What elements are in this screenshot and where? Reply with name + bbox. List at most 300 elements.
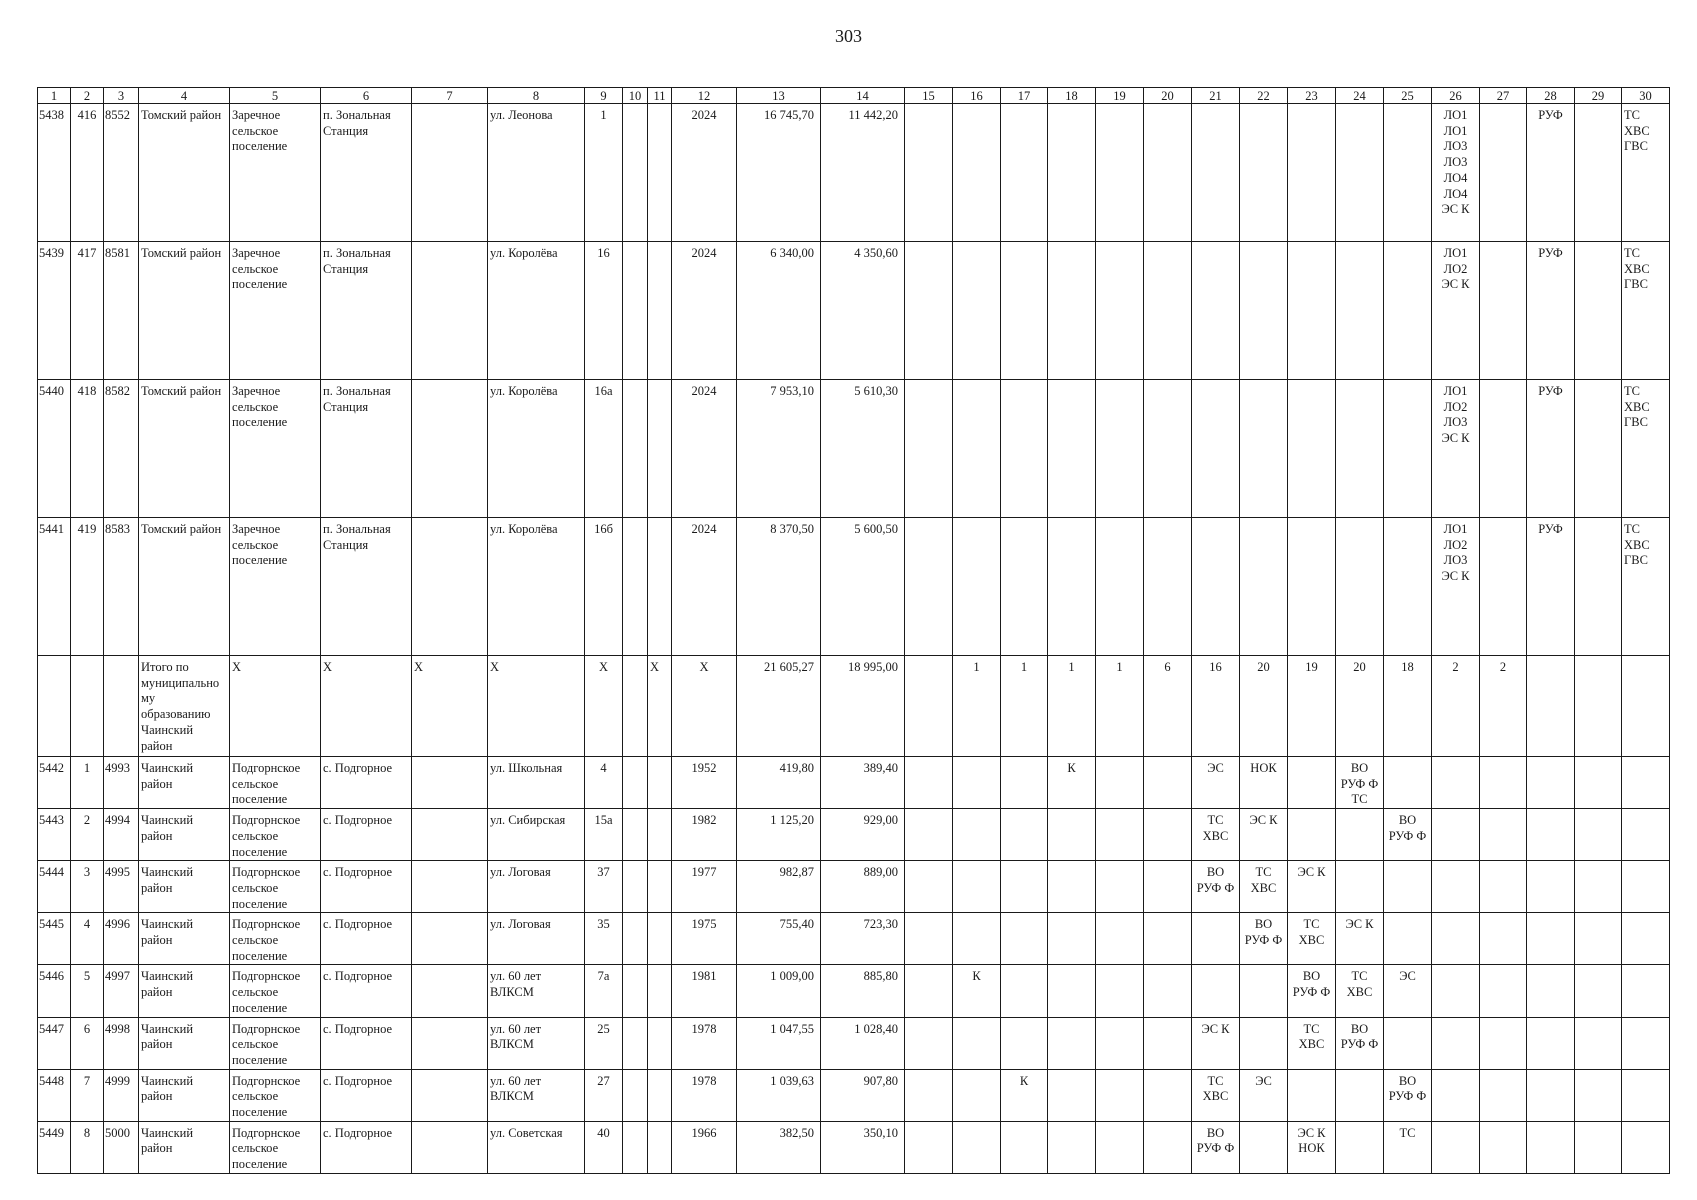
table-cell: Подгорнское сельское поселение — [230, 1069, 321, 1121]
table-cell — [648, 380, 672, 518]
table-cell: 5439 — [38, 242, 71, 380]
table-cell — [1575, 1017, 1622, 1069]
table-cell: ЭС К — [1240, 809, 1288, 861]
table-cell: Чаинский район — [139, 861, 230, 913]
table-cell — [623, 380, 648, 518]
table-cell — [953, 1121, 1001, 1173]
table-cell — [1096, 965, 1144, 1017]
table-cell: 982,87 — [737, 861, 821, 913]
table-cell: 4993 — [104, 757, 139, 809]
table-cell: 5445 — [38, 913, 71, 965]
table-cell — [905, 965, 953, 1017]
table-cell — [648, 104, 672, 242]
table-cell: РУФ — [1527, 518, 1575, 656]
table-cell: ВО РУФ Ф — [1192, 861, 1240, 913]
table-cell: 16 — [1192, 656, 1240, 757]
table-cell — [1048, 913, 1096, 965]
table-cell — [1480, 518, 1527, 656]
table-cell — [1575, 913, 1622, 965]
table-cell — [1096, 1069, 1144, 1121]
table-cell — [953, 913, 1001, 965]
column-header: 30 — [1622, 88, 1670, 104]
table-cell: ВО РУФ Ф ТС — [1336, 757, 1384, 809]
table-cell — [648, 1017, 672, 1069]
table-cell — [1575, 380, 1622, 518]
table-cell — [623, 518, 648, 656]
column-header: 24 — [1336, 88, 1384, 104]
table-cell — [1096, 1017, 1144, 1069]
table-cell — [905, 656, 953, 757]
table-row — [38, 242, 1670, 380]
table-cell: 18 995,00 — [821, 656, 905, 757]
table-cell — [1527, 861, 1575, 913]
table-cell — [1192, 104, 1240, 242]
table-row — [38, 518, 1670, 656]
table-cell: 723,30 — [821, 913, 905, 965]
table-cell: ул. Советская — [488, 1121, 585, 1173]
table-cell — [1480, 1069, 1527, 1121]
table-cell: 8582 — [104, 380, 139, 518]
table-cell — [1001, 380, 1048, 518]
column-header: 19 — [1096, 88, 1144, 104]
table-cell: 4998 — [104, 1017, 139, 1069]
table-cell — [905, 1069, 953, 1121]
table-cell: Томский район — [139, 242, 230, 380]
table-cell — [1144, 380, 1192, 518]
table-cell — [1432, 965, 1480, 1017]
table-cell — [1144, 1069, 1192, 1121]
table-cell: 1 047,55 — [737, 1017, 821, 1069]
table-cell: ЭС К — [1288, 861, 1336, 913]
table-cell: 16а — [585, 380, 623, 518]
table-cell: 1 028,40 — [821, 1017, 905, 1069]
table-cell: 5441 — [38, 518, 71, 656]
table-cell — [1622, 913, 1670, 965]
table-cell: с. Подгорное — [321, 965, 412, 1017]
column-header: 6 — [321, 88, 412, 104]
table-cell — [1622, 861, 1670, 913]
table-cell: ул. Королёва — [488, 518, 585, 656]
column-header: 5 — [230, 88, 321, 104]
table-cell — [1622, 965, 1670, 1017]
table-cell — [1001, 104, 1048, 242]
table-cell: ул. Школьная — [488, 757, 585, 809]
table-cell: ул. Сибирская — [488, 809, 585, 861]
table-cell: 5442 — [38, 757, 71, 809]
table-cell — [1384, 104, 1432, 242]
table-cell — [1527, 1121, 1575, 1173]
table-cell — [1240, 518, 1288, 656]
table-cell: ул. Логовая — [488, 861, 585, 913]
table-cell — [648, 242, 672, 380]
table-cell: 416 — [71, 104, 104, 242]
table-cell — [1384, 757, 1432, 809]
table-cell: Чаинский район — [139, 809, 230, 861]
column-header: 9 — [585, 88, 623, 104]
table-cell — [1480, 809, 1527, 861]
table-cell — [623, 1121, 648, 1173]
table-cell — [412, 518, 488, 656]
table-cell — [648, 757, 672, 809]
table-cell: ул. 60 лет ВЛКСМ — [488, 1017, 585, 1069]
table-cell — [412, 861, 488, 913]
table-cell: 5447 — [38, 1017, 71, 1069]
table-cell: X — [412, 656, 488, 757]
table-cell: ЛО1 ЛО2 ЛО3 ЭС К — [1432, 518, 1480, 656]
table-cell: п. Зональная Станция — [321, 380, 412, 518]
column-header: 11 — [648, 88, 672, 104]
table-cell — [623, 1017, 648, 1069]
table-cell — [1288, 380, 1336, 518]
table-cell — [1048, 1121, 1096, 1173]
table-cell — [1384, 242, 1432, 380]
table-cell: с. Подгорное — [321, 1017, 412, 1069]
table-cell — [1048, 809, 1096, 861]
table-cell — [1432, 1017, 1480, 1069]
table-cell: 1 — [1096, 656, 1144, 757]
table-cell — [953, 757, 1001, 809]
table-cell — [1001, 1017, 1048, 1069]
table-cell: ТС ХВС ГВС — [1622, 518, 1670, 656]
column-header: 2 — [71, 88, 104, 104]
table-cell — [1432, 757, 1480, 809]
table-cell: 1978 — [672, 1069, 737, 1121]
table-cell: ВО РУФ Ф — [1192, 1121, 1240, 1173]
table-cell — [38, 656, 71, 757]
table-cell — [1144, 242, 1192, 380]
table-cell: 25 — [585, 1017, 623, 1069]
table-cell: 27 — [585, 1069, 623, 1121]
table-cell — [1527, 913, 1575, 965]
table-cell: ЛО1 ЛО2 ЭС К — [1432, 242, 1480, 380]
table-cell — [1336, 809, 1384, 861]
table-cell: Подгорнское сельское поселение — [230, 861, 321, 913]
table-cell: 5000 — [104, 1121, 139, 1173]
table-cell — [623, 861, 648, 913]
table-cell: 419 — [71, 518, 104, 656]
table-cell — [1480, 1121, 1527, 1173]
table-cell: 4 — [585, 757, 623, 809]
table-cell: Чаинский район — [139, 757, 230, 809]
table-cell: 7а — [585, 965, 623, 1017]
column-header: 10 — [623, 88, 648, 104]
table-cell — [1048, 861, 1096, 913]
table-cell: 4995 — [104, 861, 139, 913]
table-cell — [648, 861, 672, 913]
table-cell — [1096, 913, 1144, 965]
table-cell — [1001, 913, 1048, 965]
table-cell — [623, 965, 648, 1017]
table-cell — [905, 518, 953, 656]
table-cell: 4 — [71, 913, 104, 965]
table-cell: 2024 — [672, 242, 737, 380]
column-header: 22 — [1240, 88, 1288, 104]
table-cell: 382,50 — [737, 1121, 821, 1173]
table-cell: ЛО1 ЛО1 ЛО3 ЛО3 ЛО4 ЛО4 ЭС К — [1432, 104, 1480, 242]
table-cell: 5 — [71, 965, 104, 1017]
table-cell: 40 — [585, 1121, 623, 1173]
table-cell — [1144, 965, 1192, 1017]
table-cell: Чаинский район — [139, 1069, 230, 1121]
table-row — [38, 757, 1670, 809]
table-cell: ТС ХВС — [1192, 809, 1240, 861]
table-cell — [1096, 861, 1144, 913]
table-cell: 8581 — [104, 242, 139, 380]
column-header: 7 — [412, 88, 488, 104]
table-cell — [1527, 656, 1575, 757]
table-cell — [1575, 757, 1622, 809]
table-cell: п. Зональная Станция — [321, 242, 412, 380]
table-cell: 419,80 — [737, 757, 821, 809]
table-cell — [1575, 1121, 1622, 1173]
table-cell — [1240, 1121, 1288, 1173]
table-cell: Подгорнское сельское поселение — [230, 1121, 321, 1173]
table-cell — [953, 1069, 1001, 1121]
table-cell: К — [1001, 1069, 1048, 1121]
table-cell: ВО РУФ Ф — [1336, 1017, 1384, 1069]
table-cell — [1096, 757, 1144, 809]
table-cell — [623, 757, 648, 809]
table-cell: 11 442,20 — [821, 104, 905, 242]
table-cell: 5444 — [38, 861, 71, 913]
table-cell: 8552 — [104, 104, 139, 242]
table-cell: ул. Королёва — [488, 242, 585, 380]
table-cell: 6 — [71, 1017, 104, 1069]
table-cell — [1527, 1069, 1575, 1121]
table-cell — [1096, 518, 1144, 656]
table-cell: ТС ХВС ГВС — [1622, 380, 1670, 518]
table-cell: с. Подгорное — [321, 809, 412, 861]
table-cell — [1240, 380, 1288, 518]
table-cell — [623, 242, 648, 380]
table-cell — [1288, 518, 1336, 656]
table-cell — [1336, 1121, 1384, 1173]
table-cell: 4997 — [104, 965, 139, 1017]
table-cell — [1480, 757, 1527, 809]
table-cell — [1192, 380, 1240, 518]
table-cell — [953, 104, 1001, 242]
table-cell — [1192, 518, 1240, 656]
table-cell: 5 610,30 — [821, 380, 905, 518]
table-cell — [953, 861, 1001, 913]
table-cell — [648, 809, 672, 861]
table-cell: Томский район — [139, 518, 230, 656]
table-cell — [1527, 965, 1575, 1017]
table-cell: 8583 — [104, 518, 139, 656]
table-cell — [905, 809, 953, 861]
table-cell — [1336, 518, 1384, 656]
table-cell: 4999 — [104, 1069, 139, 1121]
page-number: 303 — [835, 26, 862, 46]
table-cell: 5446 — [38, 965, 71, 1017]
table-cell — [1144, 757, 1192, 809]
table-cell — [1336, 380, 1384, 518]
table-cell — [648, 518, 672, 656]
table-cell — [905, 861, 953, 913]
table-cell — [1144, 809, 1192, 861]
table-cell — [1622, 1017, 1670, 1069]
table-cell: ЭС — [1192, 757, 1240, 809]
table-cell — [1048, 1017, 1096, 1069]
table-cell — [1048, 104, 1096, 242]
table-cell: 8 — [71, 1121, 104, 1173]
column-header: 20 — [1144, 88, 1192, 104]
column-header: 17 — [1001, 88, 1048, 104]
column-header: 18 — [1048, 88, 1096, 104]
table-cell — [1048, 380, 1096, 518]
table-cell: 4 350,60 — [821, 242, 905, 380]
table-cell: НОК — [1240, 757, 1288, 809]
table-cell: ул. 60 лет ВЛКСМ — [488, 1069, 585, 1121]
column-header: 13 — [737, 88, 821, 104]
table-cell — [412, 913, 488, 965]
table-cell — [1001, 861, 1048, 913]
table-cell — [1480, 380, 1527, 518]
table-cell — [905, 1017, 953, 1069]
table-cell: 2 — [1432, 656, 1480, 757]
table-cell: 20 — [1240, 656, 1288, 757]
table-cell — [1001, 757, 1048, 809]
table-cell — [1192, 242, 1240, 380]
table-cell: 1 — [71, 757, 104, 809]
column-header: 15 — [905, 88, 953, 104]
table-cell: Томский район — [139, 380, 230, 518]
table-cell: 1 009,00 — [737, 965, 821, 1017]
table-cell: ул. 60 лет ВЛКСМ — [488, 965, 585, 1017]
table-cell — [412, 1121, 488, 1173]
table-cell — [412, 757, 488, 809]
table-cell: РУФ — [1527, 380, 1575, 518]
table-cell — [1048, 242, 1096, 380]
table-cell — [1144, 518, 1192, 656]
table-cell — [1575, 518, 1622, 656]
table-cell — [1144, 861, 1192, 913]
table-cell: Заречное сельское поселение — [230, 518, 321, 656]
table-cell: ВО РУФ Ф — [1240, 913, 1288, 965]
table-cell — [1432, 861, 1480, 913]
table-cell — [1001, 518, 1048, 656]
table-row — [38, 380, 1670, 518]
table-cell: ЭС К — [1192, 1017, 1240, 1069]
table-cell: Подгорнское сельское поселение — [230, 965, 321, 1017]
table-cell: К — [953, 965, 1001, 1017]
table-cell — [1622, 1121, 1670, 1173]
table-cell: ТС ХВС ГВС — [1622, 104, 1670, 242]
table-cell: 389,40 — [821, 757, 905, 809]
table-cell: ТС ХВС — [1288, 913, 1336, 965]
table-cell: Подгорнское сельское поселение — [230, 1017, 321, 1069]
table-cell: ул. Королёва — [488, 380, 585, 518]
table-cell — [905, 104, 953, 242]
table-cell: ул. Леонова — [488, 104, 585, 242]
table-cell: 1 — [585, 104, 623, 242]
table-cell — [1096, 380, 1144, 518]
table-cell: ЭС — [1384, 965, 1432, 1017]
column-header: 1 — [38, 88, 71, 104]
table-cell — [1480, 861, 1527, 913]
table-cell — [1336, 1069, 1384, 1121]
table-cell — [1144, 913, 1192, 965]
table-cell: с. Подгорное — [321, 861, 412, 913]
table-cell: 5448 — [38, 1069, 71, 1121]
table-cell: ТС ХВС — [1240, 861, 1288, 913]
table-cell: X — [648, 656, 672, 757]
table-cell: 1978 — [672, 1017, 737, 1069]
table-cell — [1527, 1017, 1575, 1069]
column-header: 23 — [1288, 88, 1336, 104]
table-cell: 6 — [1144, 656, 1192, 757]
table-cell — [905, 1121, 953, 1173]
table-cell — [1048, 1069, 1096, 1121]
table-cell — [1575, 242, 1622, 380]
table-cell — [1144, 1017, 1192, 1069]
column-header: 29 — [1575, 88, 1622, 104]
table-cell: 16 745,70 — [737, 104, 821, 242]
table-row — [38, 809, 1670, 861]
table-cell — [648, 913, 672, 965]
table-cell: Чаинский район — [139, 1017, 230, 1069]
table-cell — [1384, 518, 1432, 656]
table-cell: 1 125,20 — [737, 809, 821, 861]
table-cell — [1096, 104, 1144, 242]
column-header: 26 — [1432, 88, 1480, 104]
table-cell: с. Подгорное — [321, 1069, 412, 1121]
table-cell: ТС — [1384, 1121, 1432, 1173]
table-cell — [623, 656, 648, 757]
table-cell — [623, 1069, 648, 1121]
table-cell — [1240, 1017, 1288, 1069]
table-cell — [1288, 757, 1336, 809]
table-cell: 16б — [585, 518, 623, 656]
table-cell: ТС ХВС — [1288, 1017, 1336, 1069]
table-cell: Томский район — [139, 104, 230, 242]
table-cell: X — [585, 656, 623, 757]
table-cell — [412, 380, 488, 518]
table-cell — [1575, 809, 1622, 861]
table-cell — [648, 1069, 672, 1121]
table-cell: РУФ — [1527, 104, 1575, 242]
table-cell — [412, 104, 488, 242]
table-cell — [1001, 809, 1048, 861]
column-header: 8 — [488, 88, 585, 104]
table-cell — [1288, 104, 1336, 242]
table-cell — [648, 1121, 672, 1173]
table-row — [38, 104, 1670, 242]
table-cell — [1288, 809, 1336, 861]
table-cell — [1144, 104, 1192, 242]
table-cell — [1336, 242, 1384, 380]
table-cell — [1575, 656, 1622, 757]
table-cell — [905, 242, 953, 380]
table-cell: ВО РУФ Ф — [1384, 809, 1432, 861]
column-header: 21 — [1192, 88, 1240, 104]
table-cell: ВО РУФ Ф — [1384, 1069, 1432, 1121]
table-cell — [412, 965, 488, 1017]
table-body — [38, 88, 1670, 1174]
table-cell: X — [321, 656, 412, 757]
table-cell: 350,10 — [821, 1121, 905, 1173]
table-cell — [71, 656, 104, 757]
table-cell — [623, 104, 648, 242]
table-cell — [953, 380, 1001, 518]
table-cell: РУФ — [1527, 242, 1575, 380]
table-cell: 889,00 — [821, 861, 905, 913]
table-cell: 5443 — [38, 809, 71, 861]
table-cell: ЭС К НОК — [1288, 1121, 1336, 1173]
table-cell: ЛО1 ЛО2 ЛО3 ЭС К — [1432, 380, 1480, 518]
table-cell — [1575, 104, 1622, 242]
table-cell: ТС ХВС — [1336, 965, 1384, 1017]
